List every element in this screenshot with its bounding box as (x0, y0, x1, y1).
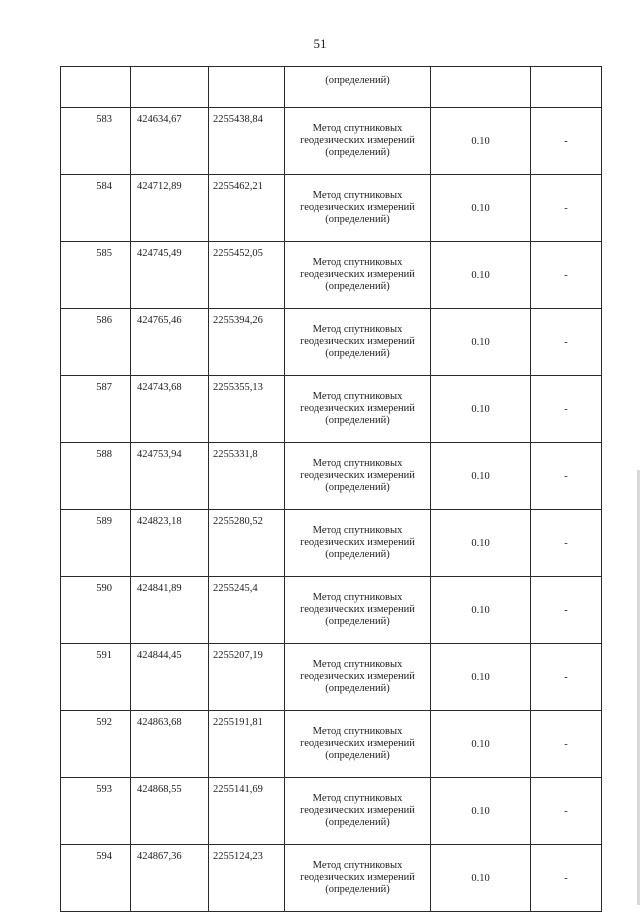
method-line: геодезических измерений (300, 135, 415, 146)
cell-accuracy: 0.10 (431, 845, 531, 912)
cell-x: 424765,46 (131, 309, 209, 376)
cell-extra: - (531, 242, 602, 309)
cell-x: 424634,67 (131, 108, 209, 175)
cell-num (61, 67, 131, 108)
cell-accuracy: 0.10 (431, 242, 531, 309)
cell-method (285, 577, 431, 644)
table-row (61, 309, 602, 376)
cell-method (285, 376, 431, 443)
cell-num: 592 (61, 711, 131, 778)
method-line: (определений) (325, 616, 390, 627)
table-row (61, 175, 602, 242)
cell-accuracy: 0.10 (431, 309, 531, 376)
method-line: Метод спутниковых (312, 458, 403, 469)
method-line: (определений) (325, 348, 390, 359)
table-continuation-row (61, 67, 602, 108)
method-line: Метод спутниковых (312, 190, 403, 201)
method-line: геодезических измерений (300, 805, 415, 816)
table-row (61, 242, 602, 309)
cell-accuracy: 0.10 (431, 711, 531, 778)
page-number: 51 (313, 36, 327, 51)
cell-x: 424867,36 (131, 845, 209, 912)
cell-x (131, 67, 209, 108)
cell-num: 583 (61, 108, 131, 175)
table-row (61, 577, 602, 644)
cell-num: 587 (61, 376, 131, 443)
cell-num: 590 (61, 577, 131, 644)
cell-y: 2255452,05 (209, 242, 285, 309)
method-line: (определений) (325, 683, 390, 694)
table-row (61, 711, 602, 778)
cell-y: 2255124,23 (209, 845, 285, 912)
cell-accuracy: 0.10 (431, 778, 531, 845)
cell-accuracy: 0.10 (431, 376, 531, 443)
method-line: (определений) (325, 415, 390, 426)
cell-x: 424743,68 (131, 376, 209, 443)
method-line: геодезических измерений (300, 269, 415, 280)
cell-extra: - (531, 376, 602, 443)
cell-x: 424844,45 (131, 644, 209, 711)
method-line: (определений) (325, 884, 390, 895)
method-line: Метод спутниковых (312, 324, 403, 335)
cell-num: 586 (61, 309, 131, 376)
method-line: (определений) (325, 817, 390, 828)
method-line: геодезических измерений (300, 604, 415, 615)
cell-extra: - (531, 510, 602, 577)
cell-extra: - (531, 175, 602, 242)
method-line: геодезических измерений (300, 537, 415, 548)
cell-y: 2255394,26 (209, 309, 285, 376)
method-line: геодезических измерений (300, 336, 415, 347)
method-line: геодезических измерений (300, 671, 415, 682)
method-line: (определений) (325, 482, 390, 493)
cell-extra: - (531, 577, 602, 644)
cell-extra: - (531, 309, 602, 376)
method-line: (определений) (325, 214, 390, 225)
cell-y: 2255462,21 (209, 175, 285, 242)
cell-x: 424841,89 (131, 577, 209, 644)
cell-y: 2255331,8 (209, 443, 285, 510)
cell-y: 2255438,84 (209, 108, 285, 175)
method-line: геодезических измерений (300, 202, 415, 213)
cell-accuracy (431, 67, 531, 108)
table-row (61, 644, 602, 711)
cell-y: 2255355,13 (209, 376, 285, 443)
method-line: геодезических измерений (300, 738, 415, 749)
method-line: Метод спутниковых (312, 659, 403, 670)
table-row (61, 108, 602, 175)
cell-extra (531, 67, 602, 108)
cell-accuracy: 0.10 (431, 175, 531, 242)
method-line: (определений) (325, 549, 390, 560)
cell-method (285, 175, 431, 242)
cell-x: 424868,55 (131, 778, 209, 845)
cell-extra: - (531, 845, 602, 912)
method-line: Метод спутниковых (312, 726, 403, 737)
cell-num: 593 (61, 778, 131, 845)
cell-num: 585 (61, 242, 131, 309)
cell-method (285, 242, 431, 309)
cell-num: 589 (61, 510, 131, 577)
cell-accuracy: 0.10 (431, 644, 531, 711)
method-line: Метод спутниковых (312, 391, 403, 402)
method-line: Метод спутниковых (312, 525, 403, 536)
cell-x: 424712,89 (131, 175, 209, 242)
cell-extra: - (531, 443, 602, 510)
method-line: геодезических измерений (300, 403, 415, 414)
method-line: Метод спутниковых (312, 592, 403, 603)
cell-y: 2255245,4 (209, 577, 285, 644)
cell-method (285, 108, 431, 175)
cell-extra: - (531, 644, 602, 711)
cell-num: 591 (61, 644, 131, 711)
cell-num: 588 (61, 443, 131, 510)
cell-x: 424863,68 (131, 711, 209, 778)
cell-accuracy: 0.10 (431, 510, 531, 577)
cell-accuracy: 0.10 (431, 108, 531, 175)
cell-method (285, 644, 431, 711)
cell-method (285, 309, 431, 376)
cell-accuracy: 0.10 (431, 443, 531, 510)
cell-x: 424823,18 (131, 510, 209, 577)
cell-y: 2255280,52 (209, 510, 285, 577)
cell-accuracy: 0.10 (431, 577, 531, 644)
cell-num: 594 (61, 845, 131, 912)
method-line: Метод спутниковых (312, 793, 403, 804)
cell-method (285, 67, 431, 108)
method-line: Метод спутниковых (312, 860, 403, 871)
cell-extra: - (531, 711, 602, 778)
table-row (61, 510, 602, 577)
cell-x: 424753,94 (131, 443, 209, 510)
method-line: (определений) (325, 75, 390, 86)
method-line: Метод спутниковых (312, 123, 403, 134)
cell-x: 424745,49 (131, 242, 209, 309)
cell-extra: - (531, 778, 602, 845)
cell-extra: - (531, 108, 602, 175)
cell-method (285, 778, 431, 845)
method-line: (определений) (325, 281, 390, 292)
table-row (61, 778, 602, 845)
cell-y: 2255207,19 (209, 644, 285, 711)
method-line: геодезических измерений (300, 470, 415, 481)
cell-y: 2255141,69 (209, 778, 285, 845)
cell-method (285, 845, 431, 912)
method-line: (определений) (325, 147, 390, 158)
cell-y (209, 67, 285, 108)
method-line: Метод спутниковых (312, 257, 403, 268)
method-line: геодезических измерений (300, 872, 415, 883)
cell-y: 2255191,81 (209, 711, 285, 778)
method-line: (определений) (325, 750, 390, 761)
table-row (61, 376, 602, 443)
cell-num: 584 (61, 175, 131, 242)
cell-method (285, 443, 431, 510)
table-row (61, 443, 602, 510)
coordinates-table (60, 66, 602, 912)
table-row (61, 845, 602, 912)
cell-method (285, 711, 431, 778)
cell-method (285, 510, 431, 577)
table-body (61, 67, 602, 912)
